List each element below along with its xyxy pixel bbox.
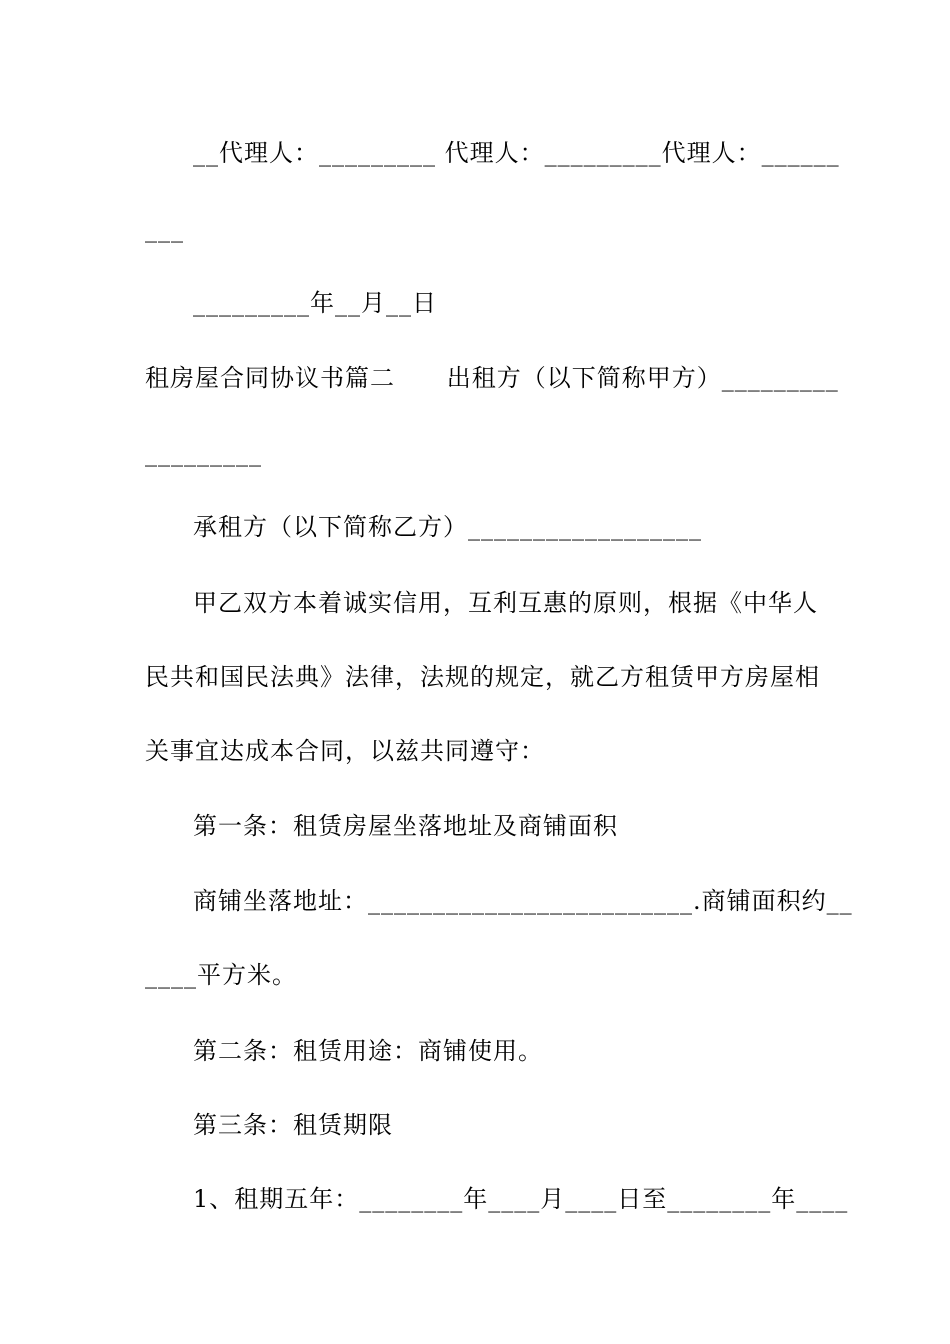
agent-signature-line-continued: ___ bbox=[145, 215, 184, 243]
preamble-paragraph-line-2: 民共和国民法典》法律，法规的规定，就乙方租赁甲方房屋相 bbox=[145, 663, 820, 691]
article-one-heading: 第一条：租赁房屋坐落地址及商铺面积 bbox=[193, 812, 618, 840]
agent-signature-line: __代理人：_________ 代理人：_________代理人：______ bbox=[193, 139, 840, 167]
article-three-heading: 第三条：租赁期限 bbox=[193, 1111, 393, 1139]
shop-address-line: 商铺坐落地址：_________________________.商铺面积约__ bbox=[193, 887, 853, 915]
shop-area-line: ____平方米。 bbox=[145, 961, 297, 989]
date-line: _________年__月__日 bbox=[193, 289, 437, 317]
article-two-line: 第二条：租赁用途：商铺使用。 bbox=[193, 1037, 543, 1065]
lessor-blank-continued: _________ bbox=[145, 439, 262, 467]
lessee-line: 承租方（以下简称乙方）__________________ bbox=[193, 513, 702, 541]
lease-term-line: 1、租期五年：________年____月____日至________年____ bbox=[193, 1185, 849, 1213]
section-heading-lessor-line: 租房屋合同协议书篇二 出租方（以下简称甲方）_________ bbox=[145, 364, 839, 392]
preamble-paragraph-line-3: 关事宜达成本合同，以兹共同遵守： bbox=[145, 737, 545, 765]
preamble-paragraph-line-1: 甲乙双方本着诚实信用，互利互惠的原则，根据《中华人 bbox=[193, 589, 818, 617]
